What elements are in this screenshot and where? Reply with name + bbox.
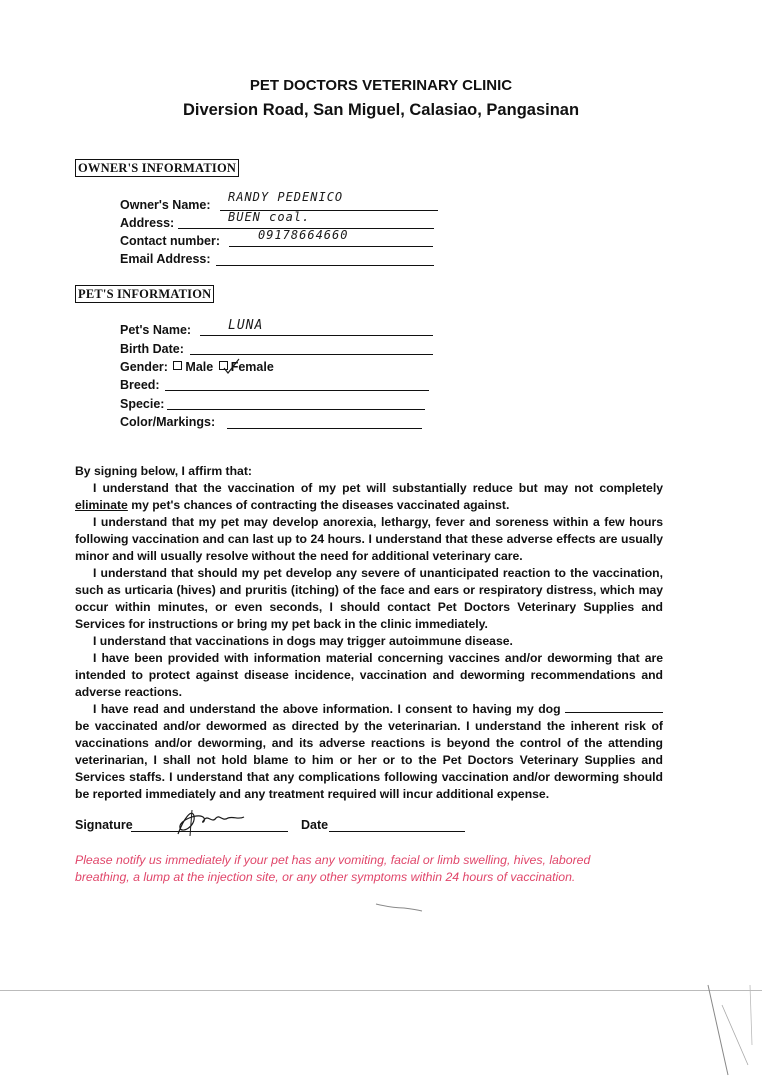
consent-paragraph-5: I have been provided with information material concerning vaccines and/or deworming that are intended to protect against disease incidence, vaccination and deworming recommendations and adverse reactions. [75, 651, 663, 699]
address-label: Address: [120, 216, 175, 230]
consent-p1-underlined: eliminate [75, 498, 128, 512]
pet-name-line[interactable] [200, 335, 433, 336]
clinic-address: Diversion Road, San Miguel, Calasiao, Pangasinan [182, 101, 580, 119]
pet-name-value[interactable]: LUNA [228, 318, 264, 333]
owner-name-label: Owner's Name: [120, 198, 211, 212]
gender-row [120, 360, 274, 374]
specie-line[interactable] [167, 409, 425, 410]
stray-pen-mark-icon [374, 900, 424, 914]
email-line[interactable] [216, 265, 434, 266]
consent-p1-start: I understand that the vaccination of my pet will substantially reduce but may not completely [93, 481, 663, 495]
notice-text: Please notify us immediately if your pet has any vomiting, facial or limb swelling, hives, labored breathing, a lump at the injection site, or any other symptoms within 24 hours of vaccination. [75, 853, 591, 884]
consent-p6-start: I have read and understand the above information. I consent to having my dog [93, 702, 565, 716]
color-markings-line[interactable] [227, 428, 422, 429]
dog-name-blank[interactable] [565, 702, 663, 713]
signature-scribble-icon [170, 804, 250, 840]
gender-label: Gender: [120, 360, 168, 374]
consent-intro: By signing below, I affirm that: [75, 464, 252, 478]
consent-paragraph-1 [75, 480, 663, 514]
consent-paragraph-6 [75, 701, 663, 803]
birth-date-label: Birth Date: [120, 342, 184, 356]
consent-paragraph-2: I understand that my pet may develop anorexia, lethargy, fever and soreness within a few hours following vaccination and can last up to 24 hours. I understand that these adverse effects are usually minor and will usually resolve without the need for additional veterinary care. [75, 515, 663, 563]
date-line[interactable] [329, 831, 465, 832]
birth-date-line[interactable] [190, 354, 433, 355]
breed-label: Breed: [120, 378, 160, 392]
date-label: Date [301, 818, 329, 832]
contact-label: Contact number: [120, 234, 220, 248]
pet-section-title: PET'S INFORMATION [75, 285, 214, 303]
corner-fold-lines-icon [700, 985, 760, 1080]
female-option-label: Female [230, 360, 274, 374]
contact-line[interactable] [229, 246, 433, 247]
male-option-label: Male [185, 360, 214, 374]
specie-label: Specie: [120, 397, 165, 411]
consent-text [75, 463, 663, 803]
contact-value[interactable]: 09178664660 [258, 228, 349, 242]
pet-name-label: Pet's Name: [120, 323, 192, 337]
color-markings-label: Color/Markings: [120, 415, 216, 429]
consent-p6-end: be vaccinated and/or dewormed as directed by the veterinarian. I understand the inherent risk of vaccinations and/or deworming, and its adverse reactions is beyond the control of the attending veterinarian, I shall not hold blame to him or her or to the Pet Doctors Veterinary Supplies and Services staffs. I understand that any complications following vaccination and/or deworming should be reported immediately and any treatment required will incur additional expense. [75, 719, 663, 801]
consent-p1-end: my pet's chances of contracting the diseases vaccinated against. [127, 498, 510, 512]
female-check-mark-icon [222, 358, 242, 376]
male-checkbox[interactable] [173, 361, 182, 370]
owner-name-value[interactable]: RANDY PEDENICO [228, 190, 344, 204]
address-value[interactable]: BUEN coal. [228, 210, 311, 224]
consent-paragraph-3: I understand that should my pet develop any severe of unanticipated reaction to the vaccination, such as urticaria (hives) and pruritis (itching) of the face and ears or respiratory distress, which may occur within minutes, or even seconds, I should contact Pet Doctors Veterinary Supplies and Services for instructions or bring my pet back in the clinic immediately. [75, 566, 663, 631]
breed-line[interactable] [165, 390, 429, 391]
consent-paragraph-4: I understand that vaccinations in dogs may trigger autoimmune disease. [93, 634, 513, 648]
clinic-name: PET DOCTORS VETERINARY CLINIC [249, 77, 513, 94]
signature-label: Signature [75, 818, 133, 832]
email-label: Email Address: [120, 252, 211, 266]
scan-edge-line [0, 990, 762, 991]
owner-section-title: OWNER'S INFORMATION [75, 159, 239, 177]
